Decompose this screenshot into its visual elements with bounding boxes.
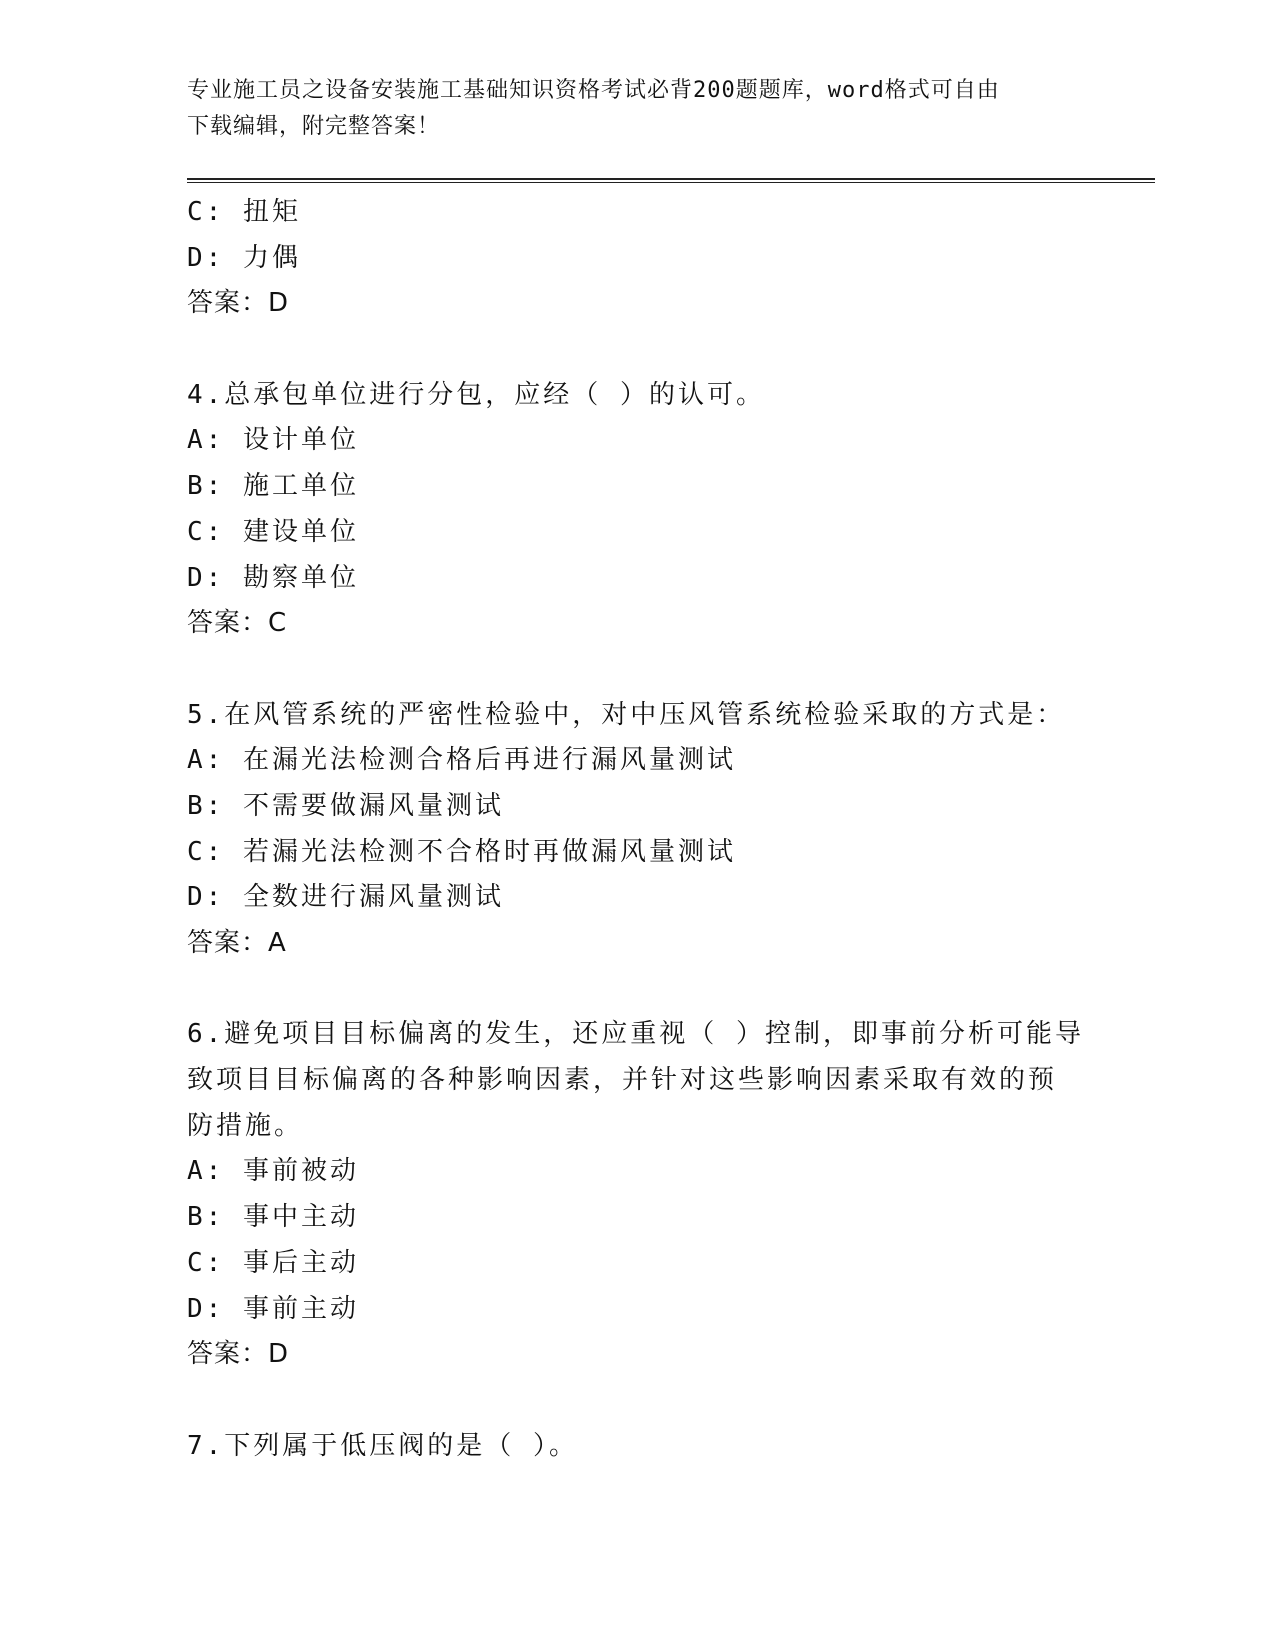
question-5-block	[187, 693, 1087, 967]
q6-answer: 答案：D	[187, 1339, 290, 1370]
q5-answer: 答案：A	[187, 928, 287, 958]
q6-stem-line-2: 致项目目标偏离的各种影响因素，并针对这些影响因素采取有效的预	[187, 1065, 1058, 1096]
q6-option-c: C: 事后主动	[187, 1247, 359, 1278]
q3-option-c: C: 扭矩	[187, 197, 301, 227]
q5-option-b: B: 不需要做漏风量测试	[187, 790, 504, 821]
q6-stem-line-1: 6.避免项目目标偏离的发生，还应重视（ ）控制，即事前分析可能导	[187, 1019, 1084, 1050]
header-divider	[187, 178, 1155, 183]
q4-answer: 答案：C	[187, 608, 288, 639]
question-content	[187, 190, 1087, 1469]
q4-option-d: D: 勘察单位	[187, 562, 359, 593]
spacer	[187, 327, 1087, 373]
q3-answer: 答案：D	[187, 288, 290, 319]
q6-stem-line-3: 防措施。	[187, 1110, 304, 1141]
spacer	[187, 647, 1087, 693]
question-6-block	[187, 1012, 1087, 1378]
q5-option-a: A: 在漏光法检测合格后再进行漏风量测试	[187, 745, 736, 776]
q4-option-b: B: 施工单位	[187, 471, 359, 502]
q6-option-d: D: 事前主动	[187, 1293, 359, 1324]
q6-option-b: B: 事中主动	[187, 1202, 359, 1233]
q6-option-a: A: 事前被动	[187, 1156, 359, 1187]
page-header	[187, 73, 1087, 145]
q4-stem: 4.总承包单位进行分包，应经（ ）的认可。	[187, 379, 765, 410]
spacer	[187, 967, 1087, 1013]
q4-option-c: C: 建设单位	[187, 516, 359, 547]
question-7-block	[187, 1424, 1087, 1470]
header-title-line-2: 下载编辑，附完整答案！	[187, 114, 441, 139]
question-3-block	[187, 190, 1087, 327]
q5-stem: 5.在风管系统的严密性检验中，对中压风管系统检验采取的方式是：	[187, 699, 1066, 730]
q4-option-a: A: 设计单位	[187, 425, 359, 456]
header-title-line-1: 专业施工员之设备安装施工基础知识资格考试必背200题题库，word格式可自由	[187, 78, 1000, 103]
question-4-block	[187, 373, 1087, 647]
q5-option-c: C: 若漏光法检测不合格时再做漏风量测试	[187, 836, 736, 867]
q3-option-d: D: 力偶	[187, 242, 301, 273]
q5-option-d: D: 全数进行漏风量测试	[187, 882, 504, 913]
q7-stem: 7.下列属于低压阀的是（ ）。	[187, 1430, 578, 1461]
spacer	[187, 1378, 1087, 1424]
